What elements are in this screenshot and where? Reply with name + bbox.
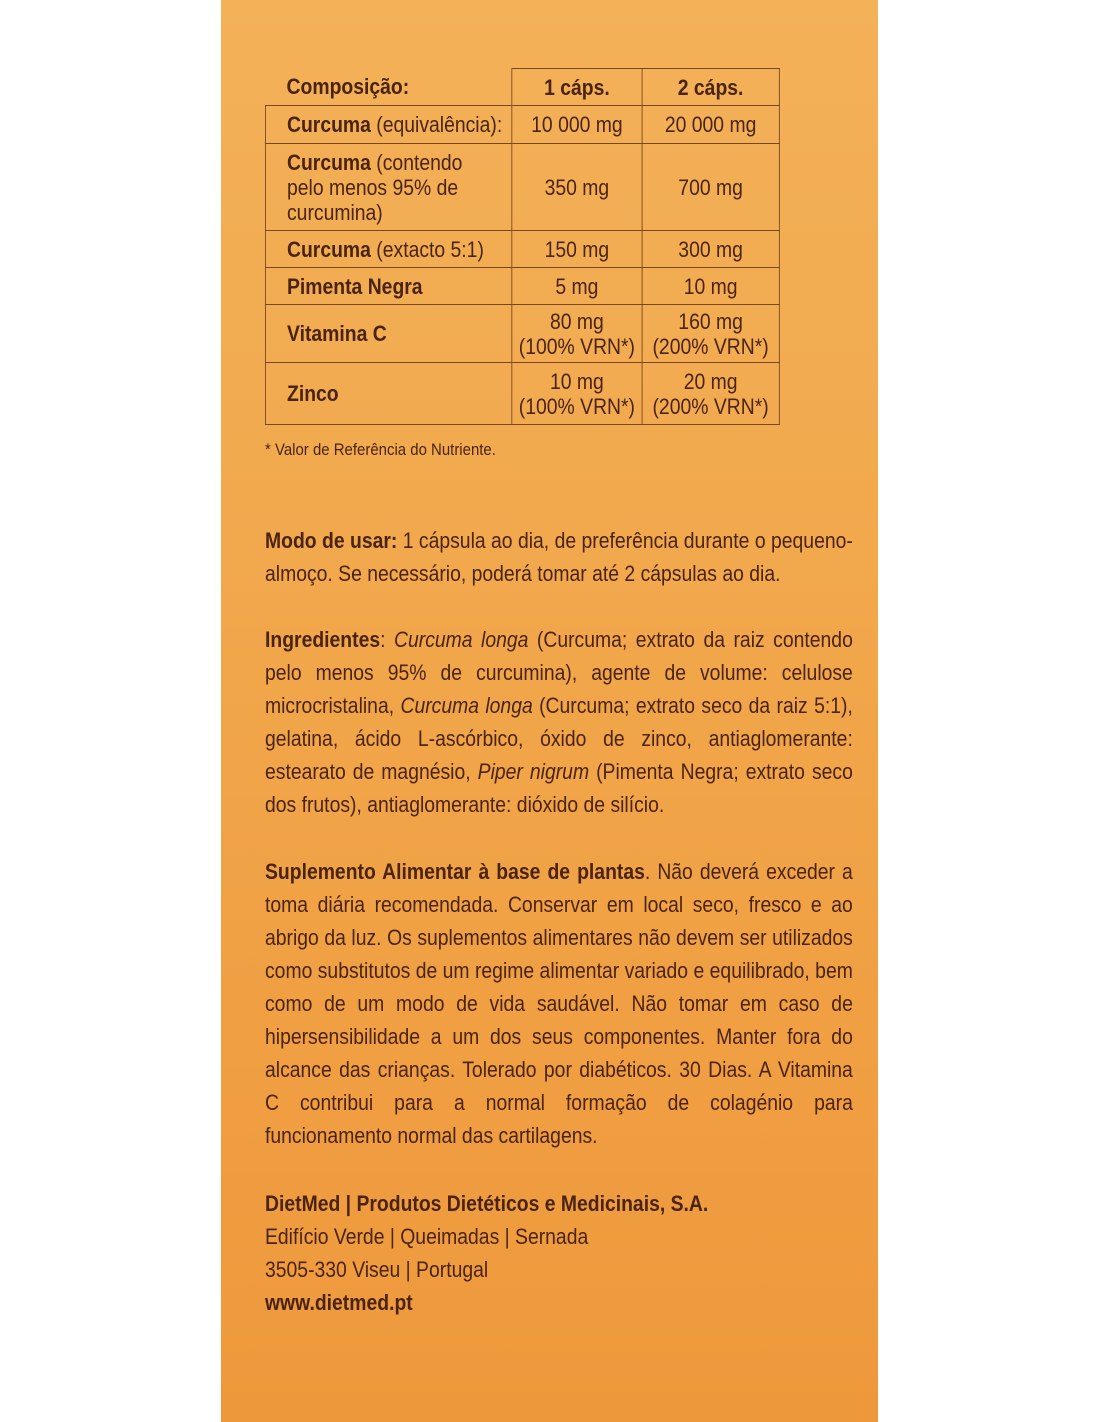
usage-label: Modo de usar: bbox=[265, 528, 398, 553]
row-name-bold: Curcuma bbox=[287, 149, 371, 175]
supplement-paragraph bbox=[265, 855, 853, 1152]
row-cap2: 10 mg bbox=[642, 268, 780, 305]
ingredients-separator: : bbox=[380, 627, 395, 652]
table-header-row bbox=[265, 69, 779, 106]
row-cap2 bbox=[642, 363, 780, 425]
ingredients-paragraph bbox=[265, 623, 853, 821]
value-mg: 160 mg bbox=[678, 308, 743, 334]
row-name: Pimenta Negra bbox=[265, 268, 512, 305]
ingredient-latin-name: Curcuma longa bbox=[394, 627, 529, 652]
row-name: Vitamina C bbox=[265, 305, 512, 363]
row-name-rest: (equivalência): bbox=[370, 112, 503, 137]
row-name-bold: Curcuma bbox=[287, 236, 371, 262]
row-cap1 bbox=[512, 305, 642, 363]
row-cap1 bbox=[512, 363, 642, 425]
row-name bbox=[265, 231, 512, 268]
ingredient-text: (Pimenta Negra; extrato seco dos frutos), antiaglomerante: dióxido de silício. bbox=[265, 759, 853, 817]
table-row bbox=[265, 144, 779, 231]
row-name bbox=[265, 106, 512, 144]
usage-paragraph bbox=[265, 524, 853, 590]
value-mg: 10 mg bbox=[549, 368, 604, 394]
supplement-text: . Não deverá exceder a toma diária recomendada. Conservar em local seco, fresco e ao abrigo da luz. Os suplementos alimentares não devem ser utilizados como substitutos de um regime alimentar variado e equilibrado, bem como de um modo de vida saudável. Não tomar em caso de hipersensibilidade a um dos seus componentes. Manter fora do alcance das crianças. Tolerado por diabéticos. 30 Dias. A Vitamina C contribui para a normal formação de colagénio para funcionamento normal das cartilagens. bbox=[265, 859, 853, 1148]
ingredient-text: (Curcuma; extrato da raiz contendo pelo menos 95% de curcumina), agente de volume: celulose microcristalina, bbox=[265, 627, 853, 718]
row-cap1: 10 000 mg bbox=[512, 106, 642, 144]
table-row bbox=[265, 363, 779, 425]
row-name-rest: (contendo pelo menos 95% de curcumina) bbox=[287, 149, 463, 225]
company-name: DietMed | Produtos Dietéticos e Medicinais, S.A. bbox=[265, 1191, 709, 1216]
vrn-footnote: * Valor de Referência do Nutriente. bbox=[265, 440, 496, 459]
row-cap2: 300 mg bbox=[642, 231, 780, 268]
ingredient-latin-name: Piper nigrum bbox=[477, 759, 590, 784]
company-address-line2: 3505-330 Viseu | Portugal bbox=[265, 1257, 489, 1282]
row-name: Zinco bbox=[265, 363, 512, 425]
usage-text: 1 cápsula ao dia, de preferência durante o pequeno-almoço. Se necessário, poderá tomar até 2 cápsulas ao dia. bbox=[265, 528, 853, 586]
table-row bbox=[265, 268, 779, 305]
row-cap1: 150 mg bbox=[512, 231, 642, 268]
row-cap2 bbox=[642, 305, 780, 363]
value-mg: 20 mg bbox=[683, 368, 738, 394]
value-mg: 80 mg bbox=[549, 308, 604, 334]
row-cap2: 20 000 mg bbox=[642, 106, 780, 144]
label-panel bbox=[221, 0, 878, 1422]
table-row bbox=[265, 305, 779, 363]
row-cap1: 5 mg bbox=[512, 268, 642, 305]
value-vrn: (100% VRN*) bbox=[518, 333, 636, 359]
row-name-bold: Curcuma bbox=[287, 112, 371, 137]
value-vrn: (200% VRN*) bbox=[652, 333, 769, 359]
table-row bbox=[265, 106, 779, 144]
row-name bbox=[265, 144, 512, 231]
table-row bbox=[265, 231, 779, 268]
company-info bbox=[265, 1187, 708, 1319]
company-website: www.dietmed.pt bbox=[265, 1290, 413, 1315]
ingredients-label: Ingredientes bbox=[265, 627, 381, 652]
composition-table bbox=[265, 68, 780, 425]
row-cap2: 700 mg bbox=[642, 144, 780, 231]
company-address-line1: Edifício Verde | Queimadas | Sernada bbox=[265, 1224, 589, 1249]
header-1-cap: 1 cáps. bbox=[512, 69, 642, 106]
ingredient-latin-name: Curcuma longa bbox=[400, 693, 533, 718]
row-cap1: 350 mg bbox=[512, 144, 642, 231]
header-composition: Composição: bbox=[265, 69, 512, 106]
value-vrn: (200% VRN*) bbox=[652, 393, 769, 419]
value-vrn: (100% VRN*) bbox=[518, 393, 636, 419]
ingredient-text: (Curcuma; extrato seco da raiz 5:1), gelatina, ácido L-ascórbico, óxido de zinco, antiaglomerante: estearato de magnésio, bbox=[265, 693, 853, 784]
row-name-rest: (extacto 5:1) bbox=[370, 236, 484, 262]
supplement-label: Suplemento Alimentar à base de plantas bbox=[265, 859, 645, 884]
header-2-caps: 2 cáps. bbox=[642, 69, 780, 106]
